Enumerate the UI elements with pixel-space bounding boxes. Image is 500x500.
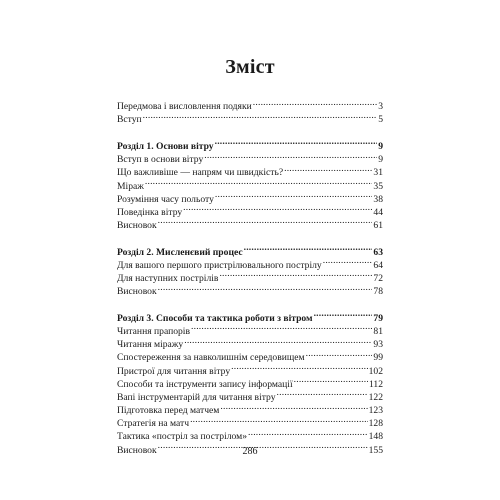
toc-entry-label: Способи та інструменти запису інформації bbox=[117, 378, 293, 390]
toc-chapter-label: Розділ 2. Мисленєвий процес bbox=[117, 246, 243, 258]
toc-entry-label: Висновок bbox=[117, 444, 157, 456]
toc-entry-label: Поведінка вітру bbox=[117, 206, 183, 218]
toc-entry-label: Вступ в основи вітру bbox=[117, 154, 204, 166]
toc-entry-label: Стратегія на матч bbox=[117, 418, 190, 430]
toc-entry-label: Передмова і висловлення подяки bbox=[117, 101, 252, 113]
toc-entry-page: 9 bbox=[378, 154, 383, 166]
toc-entry-label: Пристрої для читання вітру bbox=[117, 365, 231, 377]
toc-entry-page: 122 bbox=[368, 391, 383, 403]
toc-chapter-label: Розділ 1. Основи вітру bbox=[117, 140, 214, 152]
toc-entry-page: 64 bbox=[373, 259, 383, 271]
page-title: Зміст bbox=[225, 56, 275, 78]
dot-leader bbox=[294, 374, 368, 387]
toc-entry-page: 112 bbox=[368, 378, 383, 390]
dot-leader bbox=[191, 321, 372, 334]
dot-leader bbox=[248, 426, 368, 439]
toc-entry-label: Для наступних пострілів bbox=[117, 273, 219, 285]
toc-entry bbox=[117, 281, 383, 298]
toc-entry bbox=[117, 109, 383, 126]
toc-chapter-label: Розділ 3. Способи та тактика роботи з вітром bbox=[117, 312, 313, 324]
toc-entry bbox=[117, 175, 383, 192]
dot-leader bbox=[284, 162, 372, 175]
toc-entry-label: Спостереження за навколишнім середовищем bbox=[117, 352, 305, 364]
table-of-contents bbox=[117, 96, 383, 456]
dot-leader bbox=[220, 400, 367, 413]
toc-entry-label: Висновок bbox=[117, 220, 157, 232]
toc-entry-label: Вапі інструментарій для читання вітру bbox=[117, 391, 276, 403]
toc-entry-label: Читання прапорів bbox=[117, 325, 191, 337]
toc-entry-page: 148 bbox=[368, 431, 383, 443]
toc-entry-page: 61 bbox=[373, 220, 383, 232]
toc-entry-page: 72 bbox=[373, 273, 383, 285]
toc-entry-page: 78 bbox=[373, 286, 383, 298]
toc-entry-page: 35 bbox=[373, 180, 383, 192]
dot-leader bbox=[190, 413, 368, 426]
toc-entry-label: Для вашого першого пристрілювального пострілу bbox=[117, 259, 322, 271]
toc-chapter-heading bbox=[117, 136, 383, 152]
toc-chapter-page: 9 bbox=[378, 140, 383, 152]
dot-leader bbox=[183, 202, 372, 215]
toc-entry-label: Висновок bbox=[117, 286, 157, 298]
toc-entry-page: 128 bbox=[368, 418, 383, 430]
toc-entry-page: 31 bbox=[373, 167, 383, 179]
toc-entry-page: 5 bbox=[378, 114, 383, 126]
toc-entry-page: 123 bbox=[368, 405, 383, 417]
toc-chapter-heading bbox=[117, 241, 383, 258]
toc-entry bbox=[117, 215, 383, 232]
section-spacer bbox=[117, 122, 383, 135]
toc-entry-page: 99 bbox=[373, 352, 383, 364]
toc-entry-page: 44 bbox=[373, 206, 383, 218]
dot-leader bbox=[231, 360, 367, 373]
dot-leader bbox=[158, 281, 373, 294]
toc-chapter-heading bbox=[117, 308, 383, 324]
dot-leader bbox=[244, 241, 373, 254]
dot-leader bbox=[306, 347, 373, 360]
dot-leader bbox=[158, 215, 373, 228]
toc-entry-page: 38 bbox=[373, 193, 383, 205]
dot-leader bbox=[277, 387, 368, 400]
dot-leader bbox=[219, 268, 372, 281]
dot-leader bbox=[145, 175, 373, 188]
dot-leader bbox=[143, 109, 378, 122]
dot-leader bbox=[215, 189, 373, 202]
toc-entry-label: Тактика «постріл за пострілом» bbox=[117, 431, 248, 443]
toc-entry-page: 81 bbox=[373, 325, 383, 337]
toc-entry-label: Що важливіше — напрям чи швидкість? bbox=[117, 167, 284, 179]
toc-entry-label: Вступ bbox=[117, 114, 142, 126]
dot-leader bbox=[184, 334, 372, 347]
dot-leader bbox=[323, 255, 373, 268]
dot-leader bbox=[253, 96, 377, 109]
dot-leader bbox=[314, 308, 373, 321]
toc-entry bbox=[117, 96, 383, 113]
toc-chapter-page: 79 bbox=[373, 312, 383, 324]
toc-entry-label: Підготовка перед матчем bbox=[117, 405, 220, 417]
toc-entry-page: 93 bbox=[373, 339, 383, 351]
dot-leader bbox=[204, 149, 377, 162]
toc-chapter-page: 63 bbox=[373, 246, 383, 258]
toc-entry-label: Розуміння часу польоту bbox=[117, 193, 214, 205]
page-number: 286 bbox=[242, 446, 258, 457]
toc-entry-page: 102 bbox=[368, 365, 383, 377]
toc-entry-page: 155 bbox=[368, 444, 383, 456]
dot-leader bbox=[215, 136, 378, 149]
toc-entry bbox=[117, 189, 383, 205]
toc-entry-label: Читання міражу bbox=[117, 339, 184, 351]
toc-entry-label: Міраж bbox=[117, 180, 144, 192]
toc-entry-page: 3 bbox=[378, 101, 383, 113]
